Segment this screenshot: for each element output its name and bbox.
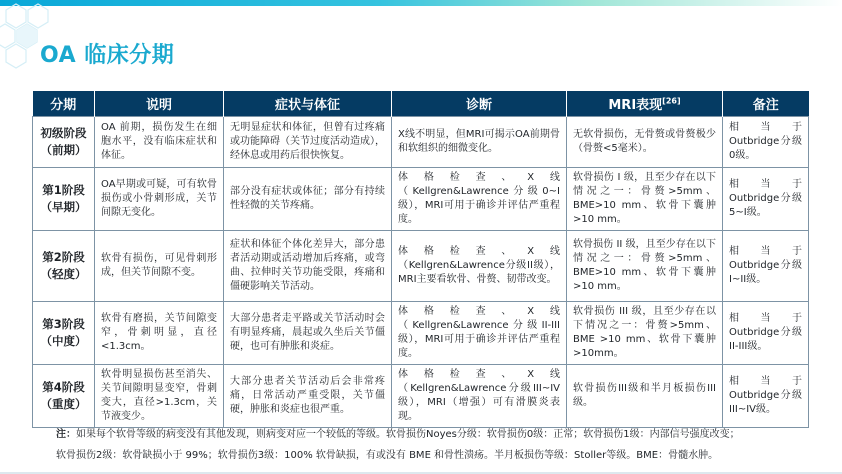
header-diagnosis: 诊断 (392, 91, 567, 117)
symptoms-cell: 大部分患者走平路或关节活动时会有明显疼痛，晨起或久坐后关节僵硬，也可有肿胀和炎症。 (224, 302, 392, 365)
diagnosis-cell: 体格检查、X线（Kellgren&Lawrence分级II级），MRI主要看软骨、骨赘、韧带改变。 (392, 231, 567, 302)
description-cell: 软骨有损伤，可见骨刺形成，但关节间隙不变。 (95, 231, 224, 302)
top-accent-bar (0, 0, 842, 6)
header-stage: 分期 (33, 91, 95, 117)
stage-cell: 初级阶段 （前期） (33, 117, 95, 168)
mri-cell: 软骨损伤 III 级，且至少存在以下情况之一：骨赘>5mm、BME >10 mm、软骨下囊肿>10mm。 (567, 302, 723, 365)
symptoms-cell: 部分没有症状或体征；部分有持续性轻微的关节疼痛。 (224, 168, 392, 231)
footnote-label: 注： (56, 429, 76, 440)
note-cell: 相当于Outbridge分级III~IV级。 (723, 365, 809, 428)
note-cell: 相当于Outbridge分级5~I级。 (723, 168, 809, 231)
description-cell: OA 前期，损伤发生在细胞水平，没有临床症状和体征。 (95, 117, 224, 168)
footnote-line-1: 如果每个软骨等级的病变没有其他发现，则病变对应一个较低的等级。软骨损伤Noyes分级：软骨损伤0级：正常；软骨损伤1级：内部信号强度改变； (76, 429, 740, 440)
table-header-row (33, 91, 809, 117)
header-mri: MRI表现[26] (567, 91, 723, 117)
stage-cell: 第3阶段 （中度） (33, 302, 95, 365)
symptoms-cell: 症状和体征个体化差异大，部分患者活动期或活动增加后疼痛，或弯曲、拉伸时关节功能受限，疼痛和僵硬影响关节活动。 (224, 231, 392, 302)
mri-cell: 无软骨损伤，无骨赘或骨赘极少（骨赘<5毫米）。 (567, 117, 723, 168)
header-symptoms: 症状与体征 (224, 91, 392, 117)
mri-cell: 软骨损伤III级和半月板损伤III级。 (567, 365, 723, 428)
symptoms-cell: 无明显症状和体征，但曾有过疼痛或功能障碍（关节过度活动造成），经休息或用药后很快恢复。 (224, 117, 392, 168)
diagnosis-cell: 体格检查、X线（Kellgren&Lawrence分级0~I级），MRI可用于确诊并评估严重程度。 (392, 168, 567, 231)
table-row (33, 168, 809, 231)
note-cell: 相当于Outbridge分级0级。 (723, 117, 809, 168)
stage-cell: 第4阶段 （重度） (33, 365, 95, 428)
table-row (33, 302, 809, 365)
footnote-line-2: 软骨损伤2级：软骨缺损小于 99%；软骨损伤3级：100% 软骨缺损，有或没有 BME 和骨性溃疡。半月板损伤等级：Stoller等级。BME：骨髓水肿。 (56, 450, 719, 461)
description-cell: OA早期或可疑，可有软骨损伤或小骨刺形成，关节间隙无变化。 (95, 168, 224, 231)
note-cell: 相当于Outbridge分级I~II级。 (723, 231, 809, 302)
table-row (33, 365, 809, 428)
mri-cell: 软骨损伤 II 级，且至少存在以下情况之一：骨赘>5mm、BME>10 mm、软骨下囊肿>10 mm。 (567, 231, 723, 302)
diagnosis-cell: 体格检查、X线（Kellgren&Lawrence分级III~IV级），MRI（增强）可有滑膜炎表现。 (392, 365, 567, 428)
header-description: 说明 (95, 91, 224, 117)
table-row (33, 117, 809, 168)
header-notes: 备注 (723, 91, 809, 117)
symptoms-cell: 大部分患者关节活动后会非常疼痛，日常活动严重受限，关节僵硬，肿胀和炎症也很严重。 (224, 365, 392, 428)
mri-cell: 软骨损伤 I 级，且至少存在以下情况之一：骨赘>5mm、BME>10 mm、软骨下囊肿>10 mm。 (567, 168, 723, 231)
stage-cell: 第1阶段 （早期） (33, 168, 95, 231)
table-row (33, 231, 809, 302)
description-cell: 软骨有磨损，关节间隙变窄，骨刺明显，直径<1.3cm。 (95, 302, 224, 365)
oa-staging-table (32, 91, 809, 428)
stage-cell: 第2阶段 （轻度） (33, 231, 95, 302)
description-cell: 软骨明显损伤甚至消失、关节间隙明显变窄，骨刺变大，直径>1.3cm，关节液变少。 (95, 365, 224, 428)
mri-reference: [26] (662, 96, 681, 106)
footnote (56, 424, 816, 466)
diagnosis-cell: X线不明显，但MRI可揭示OA前期骨和软组织的细微变化。 (392, 117, 567, 168)
diagnosis-cell: 体格检查、X线（Kellgren&Lawrence分级II-III级），MRI可用于确诊并评估严重程度。 (392, 302, 567, 365)
note-cell: 相当于Outbridge分级II-III级。 (723, 302, 809, 365)
page-title: OA 临床分期 (40, 43, 175, 68)
